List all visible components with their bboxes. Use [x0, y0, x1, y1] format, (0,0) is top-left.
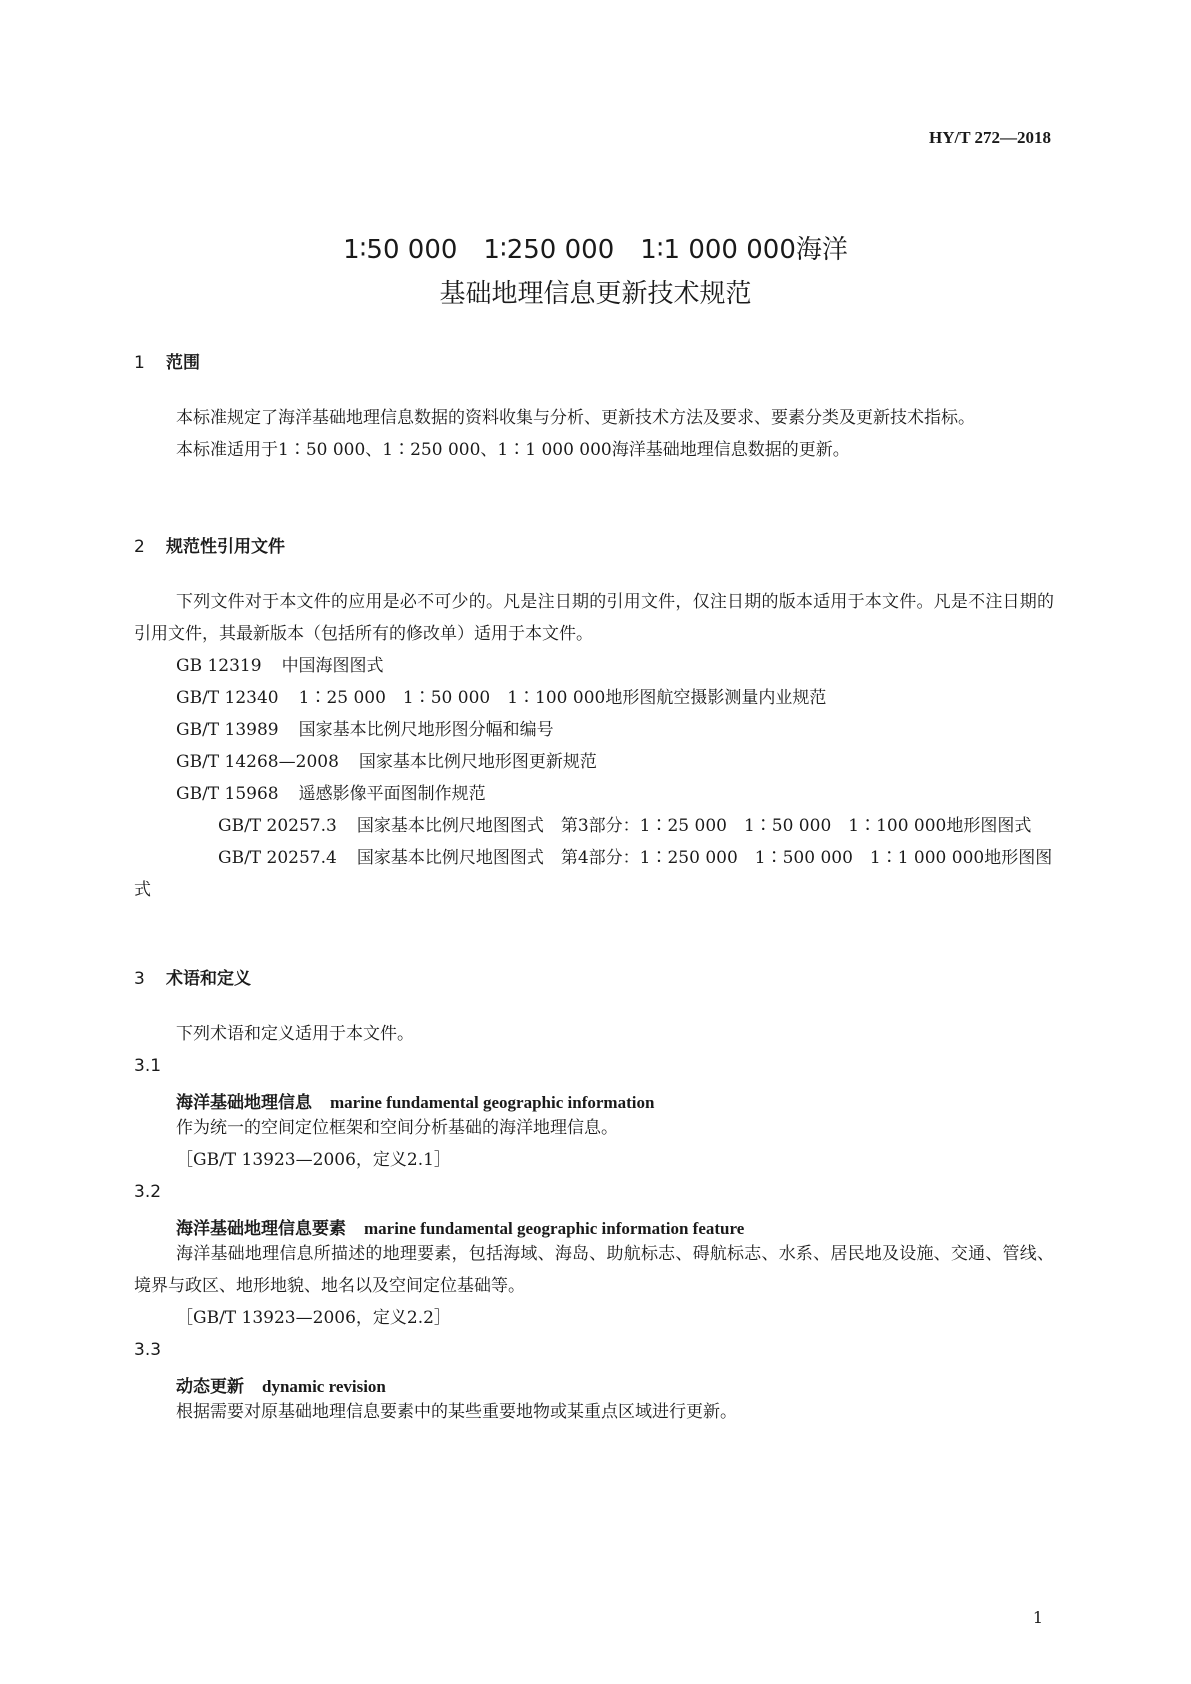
paragraph: 本标准适用于1∶50 000、1∶250 000、1∶1 000 000海洋基础地理信息数据的更新。: [176, 440, 850, 460]
paragraph: 下列文件对于本文件的应用是必不可少的。凡是注日期的引用文件，仅注日期的版本适用于本文件。凡是不注日期的引用文件，其最新版本（包括所有的修改单）适用于本文件。: [134, 592, 1054, 644]
reference-title: 国家基本比例尺地形图更新规范: [358, 752, 597, 772]
title-line-1: 1∶50 000 1∶250 000 1∶1 000 000海洋: [343, 235, 848, 265]
reference-code: GB/T 13989: [176, 720, 279, 740]
section-number: 1: [134, 353, 145, 373]
reference-item: [134, 746, 1054, 778]
term-en: marine fundamental geographic information: [330, 1093, 655, 1112]
title-line-2: 基础地理信息更新技术规范: [439, 279, 752, 309]
term-heading: [176, 1088, 654, 1113]
reference-item: [134, 778, 1054, 810]
section-3-intro: 下列术语和定义适用于本文件。: [176, 1024, 414, 1044]
section-title: 范围: [166, 353, 200, 373]
section-1-heading: [134, 348, 200, 373]
reference-code: GB/T 20257.4: [218, 848, 337, 868]
section-number: 3: [134, 969, 145, 989]
section-title: 规范性引用文件: [166, 537, 285, 557]
reference-item: [134, 810, 1054, 842]
term-definition: 海洋基础地理信息所描述的地理要素，包括海域、海岛、助航标志、碍航标志、水系、居民地及设施、交通、管线、境界与政区、地形地貌、地名以及空间定位基础等。: [134, 1244, 1054, 1296]
standard-code: HY/T 272—2018: [928, 128, 1051, 147]
term-definition: 作为统一的空间定位框架和空间分析基础的海洋地理信息。: [176, 1118, 618, 1138]
section-2-body: [134, 586, 1054, 906]
term-zh: 海洋基础地理信息要素: [176, 1219, 346, 1239]
term-zh: 动态更新: [176, 1377, 244, 1397]
reference-title: 1∶25 000 1∶50 000 1∶100 000地形图航空摄影测量内业规范: [298, 688, 827, 708]
reference-title: 国家基本比例尺地图图式 第4部分：1∶250 000 1∶500 000 1∶1 000 000地形图图式: [134, 848, 1053, 900]
term-zh: 海洋基础地理信息: [176, 1093, 312, 1113]
reference-item: [134, 650, 1054, 682]
term-number: 3.2: [134, 1182, 162, 1202]
reference-title: 遥感影像平面图制作规范: [298, 784, 486, 804]
section-1-body: [134, 402, 1054, 466]
reference-title: 中国海图图式: [281, 656, 384, 676]
section-title: 术语和定义: [166, 969, 251, 989]
reference-title: 国家基本比例尺地形图分幅和编号: [298, 720, 554, 740]
section-3-heading: [134, 964, 251, 989]
reference-code: GB/T 20257.3: [218, 816, 337, 836]
term-number: 3.3: [134, 1340, 162, 1360]
reference-code: GB 12319: [176, 656, 262, 676]
term-heading: [176, 1372, 386, 1397]
section-number: 2: [134, 537, 145, 557]
term-en: dynamic revision: [262, 1377, 386, 1396]
term-definition: 根据需要对原基础地理信息要素中的某些重要地物或某重点区域进行更新。: [176, 1402, 737, 1422]
term-definition-block: [134, 1238, 1054, 1302]
reference-title: 国家基本比例尺地图图式 第3部分：1∶25 000 1∶50 000 1∶100 000地形图图式: [356, 816, 1032, 836]
term-number: 3.1: [134, 1056, 162, 1076]
term-en: marine fundamental geographic information feature: [364, 1219, 745, 1238]
page-number: 1: [1032, 1608, 1043, 1627]
reference-item: [134, 842, 1054, 906]
paragraph: 本标准规定了海洋基础地理信息数据的资料收集与分析、更新技术方法及要求、要素分类及更新技术指标。: [176, 408, 975, 428]
reference-item: [134, 714, 1054, 746]
term-heading: [176, 1214, 744, 1239]
section-2-heading: [134, 532, 285, 557]
term-source: ［GB/T 13923—2006，定义2.2］: [176, 1308, 451, 1328]
reference-code: GB/T 12340: [176, 688, 279, 708]
reference-code: GB/T 14268—2008: [176, 752, 339, 772]
term-source: ［GB/T 13923—2006，定义2.1］: [176, 1150, 451, 1170]
reference-item: [134, 682, 1054, 714]
reference-code: GB/T 15968: [176, 784, 279, 804]
